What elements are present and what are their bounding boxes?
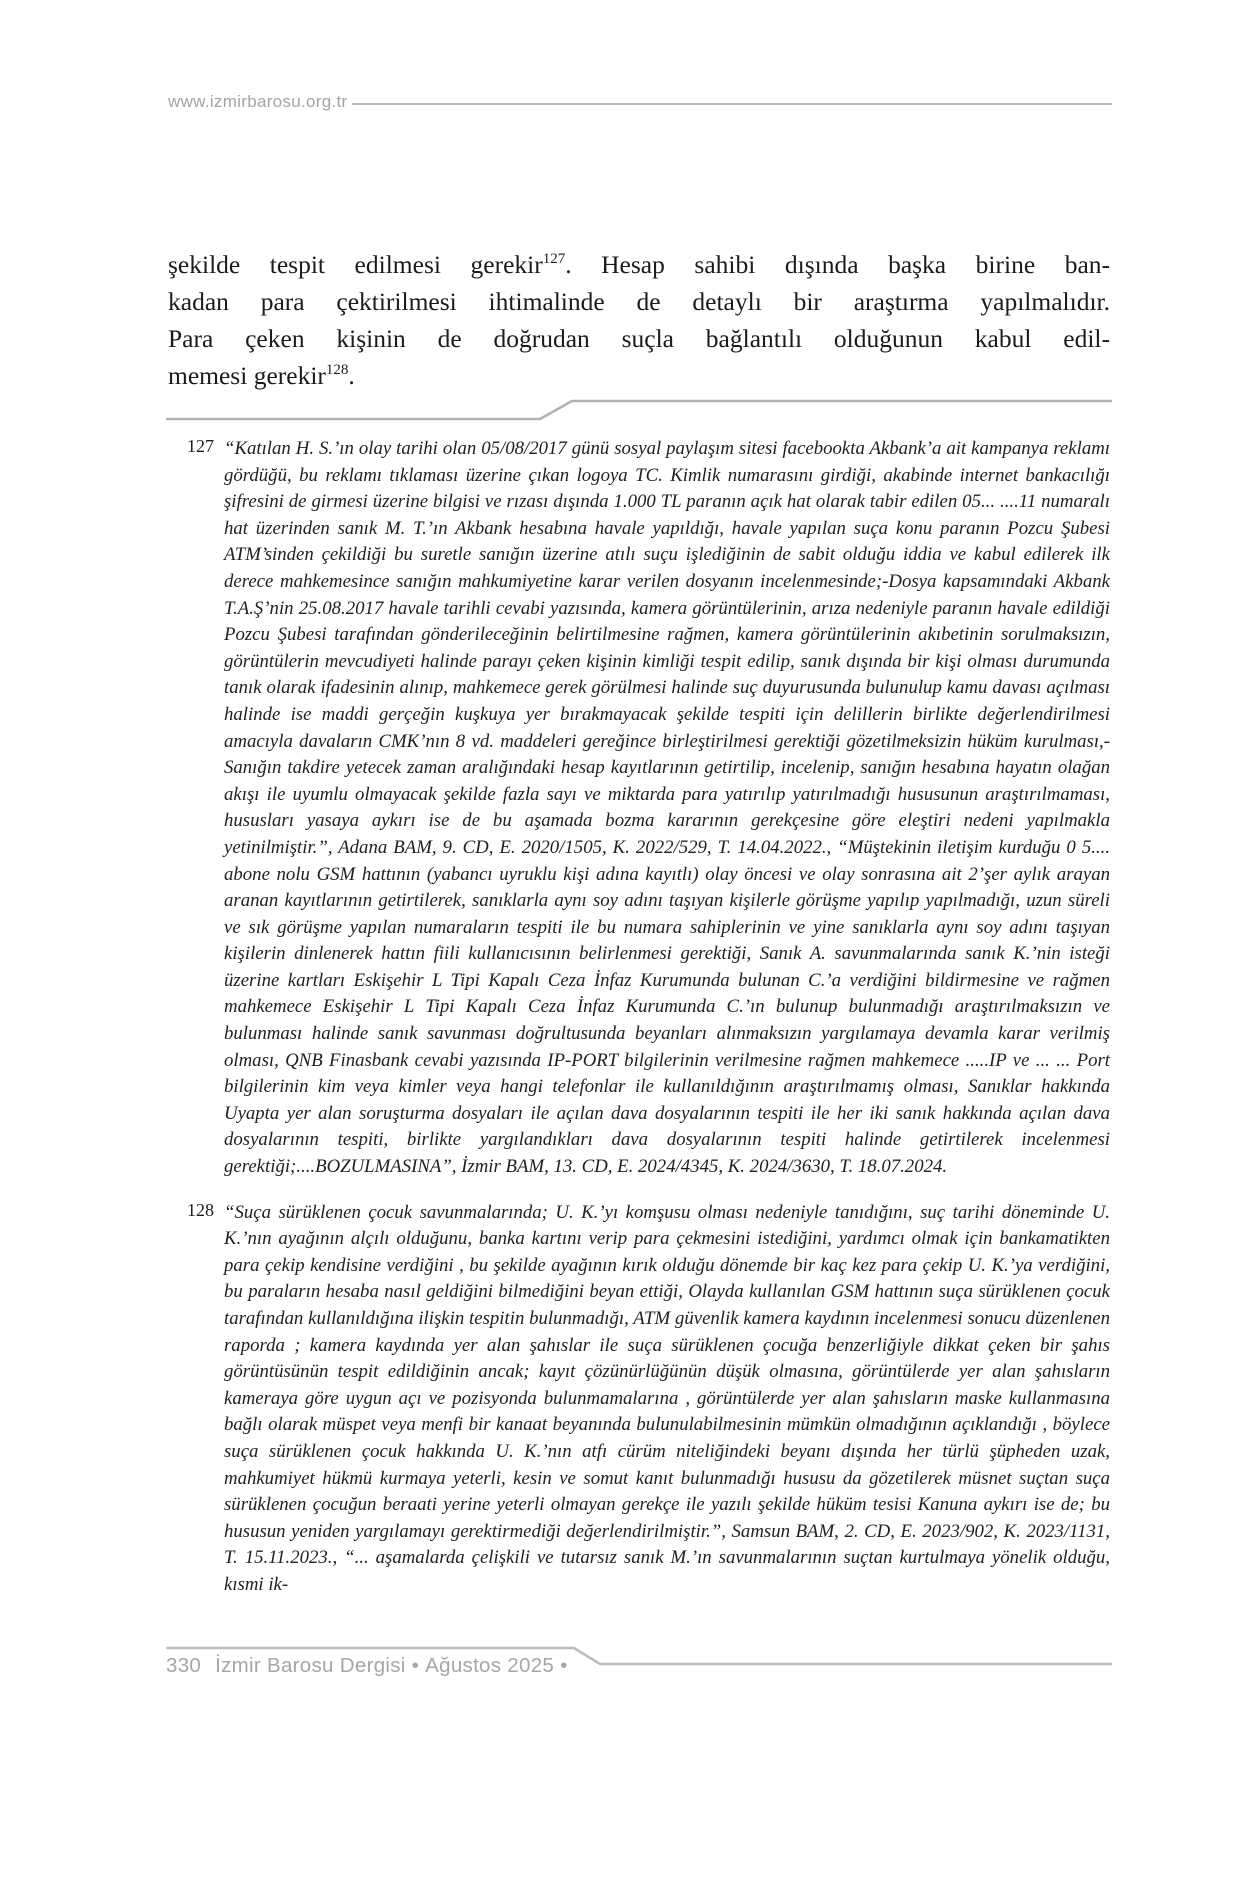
footnote-number: 127 [187, 436, 214, 456]
issue-date: Ağustos 2025 [425, 1654, 555, 1677]
footnotes-section [168, 436, 1110, 1599]
footnote-ref-127: 127 [542, 250, 566, 267]
body-text-segment: . [348, 361, 355, 390]
body-text-segment: şekilde tespit edilmesi gerekir [168, 250, 543, 279]
page-number: 330 [166, 1654, 202, 1677]
body-text-segment: . Hesap sahibi dışında başka birine ban- [565, 250, 1111, 279]
page-footer [166, 1654, 574, 1678]
footnote-number: 128 [187, 1199, 214, 1220]
body-text-segment: kadan para çektirilmesi ihtimalinde de detaylı bir araştırma yapılmalıdır. [168, 287, 1110, 316]
footnote-text: “Suça sürüklenen çocuk savunmalarında; U. K.’yı komşusu olması nedeniyle tanıdığını, suç tarihi döneminde U. K.’nın ayağının alçılı olduğunu, banka kartını verip para çekmesini istediğini, yardımcı olmak için bankamatikten para çekip kendisine verdiğini , bu şekilde ayağının kırık olduğu dönemde bir kaç kez para çekip U. K.’ya verdiğini, bu paraların hesaba nasıl geldiğini bilmediğini beyan ettiği, Olayda kullanılan GSM hattının suça sürüklenen çocuk tarafından kullanıldığına ilişkin tespitin bulunmadığı, ATM güvenlik kamera kaydının incelenmesi sonucu düzenlenen raporda ; kamera kaydında yer alan şahıslar ile suça sürüklenen çocuğa benzerliğiyle dikkat çeken bir şahıs görüntüsünün tespit edildiğinin ancak; kayıt çözünürlüğünün düşük olmasına, görüntülerde yer alan şahısların kameraya göre uygun açı ve pozisyonda bulunmamalarına , görüntülerde yer alan şahısların maske kullanmasına bağlı olarak müspet veya menfi bir kanaat beyanında bulunulabilmesinin mümkün olmadığının açıklandığı , böylece suça sürüklenen çocuk hakkında U. K.’nın atfı cürüm niteliğindeki beyanı dışında her türlü şüpheden uzak, mahkumiyet hükmü kurmaya yeterli, kesin ve somut kanıt bulunmadığı hususu da gözetilerek müsnet suçtan suça sürüklenen çocuğun beraati yerine yeterli olmayan gerekçe ile yazılı şekilde hüküm tesisi Kanuna aykırı ise de; bu hususun yeniden yargılamayı gerektirmediği değerlendirilmiştir.”, Samsun BAM, 2. CD, E. 2023/902, K. 2023/1131, T. 15.11.2023., “... aşamalarda çelişkili ve tutarsız sanık M.’ın savunmalarının suçtan kurtulmaya yönelik olduğu, kısmi ik- [224, 1201, 1110, 1595]
journal-title: İzmir Barosu Dergisi [215, 1654, 406, 1677]
bullet-separator: • [411, 1654, 420, 1677]
header-rule [352, 103, 1112, 105]
trailing-bullet: • [560, 1654, 568, 1677]
main-paragraph [168, 246, 1110, 394]
body-line [168, 320, 1110, 357]
footnote-128 [168, 1200, 1110, 1599]
body-text-segment: Para çeken kişinin de doğrudan suçla bağlantılı olduğunun kabul edil- [168, 324, 1110, 353]
body-line [168, 283, 1110, 320]
footnote-text: “Katılan H. S.’ın olay tarihi olan 05/08/2017 günü sosyal paylaşım sitesi facebookta Akbank’a ait kampanya reklamı gördüğü, bu reklamı tıklaması üzerine çıkan logoya TC. Kimlik numarasını girdiği, akabinde internet bankacılığı şifresini de girmesi üzerine bilgisi ve rızası dışında 1.000 TL paranın açık hat olarak tabir edilen 05... ....11 numaralı hat üzerinden sanık M. T.’ın Akbank hesabına havale yapıldığı, havale yapılan suça konu paranın Pozcu Şubesi ATM’sinden çekildiği bu suretle sanığın üzerine atılı suçu işlediğinin de sabit olduğu iddia ve kabul edilerek ilk derece mahkemesince sanığın mahkumiyetine karar verilen dosyanın incelenmesinde;-Dosya kapsamındaki Akbank T.A.Ş’nin 25.08.2017 havale tarihli cevabi yazısında, kamera görüntülerinin, arıza nedeniyle paranın havale edildiği Pozcu Şubesi tarafından gönderileceğinin belirtilmesine rağmen, kamera görüntülerinin akıbetinin sorulmaksızın, görüntülerin mevcudiyeti halinde parayı çeken kişinin kimliği tespit edilip, sanık dışında bir kişi olması durumunda tanık olarak ifadesinin alınıp, mahkemece gerek görülmesi halinde suç duyurusunda bulunulup kamu davası açılması halinde ise maddi gerçeğin kuşkuya yer bırakmayacak şekilde tespiti için delillerin birlikte değerlendirilmesi amacıyla davaların CMK’nın 8 vd. maddeleri gereğince birleştirilmesi gerektiği gözetilmeksizin hüküm kurulması,-Sanığın takdire yetecek zaman aralığındaki hesap kayıtlarının getirtilip, incelenip, sanığın hesabına hayatın olağan akışı ile uyumlu olmayacak şekilde fazla sayı ve miktarda para yatırılıp yatırılmadığı hususunun araştırılmaması, hususları yasaya aykırı ise de bu aşamada bozma kararının gerekçesine göre eleştiri nedeni yapılmakla yetinilmiştir.”, Adana BAM, 9. CD, E. 2020/1505, K. 2022/529, T. 14.04.2022., “Müştekinin iletişim kurduğu 0 5.... abone nolu GSM hattının (yabancı uyruklu kişi adına kayıtlı) olay öncesi ve olay sonrasına ait 2’şer aylık arayan aranan kayıtlarının getirtilerek, sanıklarla aynı soy adını taşıyan kişilerle görüşme yapılıp yapılmadığı, uzun süreli ve sık görüşme yapılan numaraların tespiti ile bu numara sahiplerinin ve yine sanıklarla aynı soy adını taşıyan kişilerin dinlenerek hattın fiili kullanıcısının belirlenmesi gerektiği, Sanık A. savunmalarında sanık K.’nin isteği üzerine kartları Eskişehir L Tipi Kapalı Ceza İnfaz Kurumunda bulunan C.’a verdiğini bildirmesine ve rağmen mahkemece Eskişehir L Tipi Kapalı Ceza İnfaz Kurumunda C.’ın bulunup bulunmadığı araştırılmaksızın ve bulunması halinde sanık savunması doğrultusunda beyanları alınmaksızın yargılamaya devamla karar verilmiş olması, QNB Finasbank cevabi yazısında IP-PORT bilgilerinin verilmesine rağmen mahkemece .....IP ve ... ... Port bilgilerinin kim veya kimler veya hangi telefonlar ile kullanıldığının araştırılmamış olması, Sanıklar hakkında Uyapta yer alan soruşturma dosyaları ile açılan dava dosyalarının tespiti ile her iki sanık hakkında açılan dava dosyalarının tespiti, birlikte yargılandıkları dava dosyalarının tespiti halinde getirtilerek incelenmesi gerektiği;....BOZULMASINA”, İzmir BAM, 13. CD, E. 2024/4345, K. 2024/3630, T. 18.07.2024. [224, 438, 1110, 1178]
body-text-segment: memesi gerekir [168, 361, 326, 390]
body-line [168, 357, 1110, 394]
header-url: www.izmirbarosu.org.tr [168, 92, 348, 111]
footnote-separator-rule [166, 401, 1112, 419]
page-header [168, 92, 1112, 112]
body-line [168, 246, 1110, 283]
footnote-ref-128: 128 [325, 361, 349, 378]
footnote-127 [168, 436, 1110, 1181]
